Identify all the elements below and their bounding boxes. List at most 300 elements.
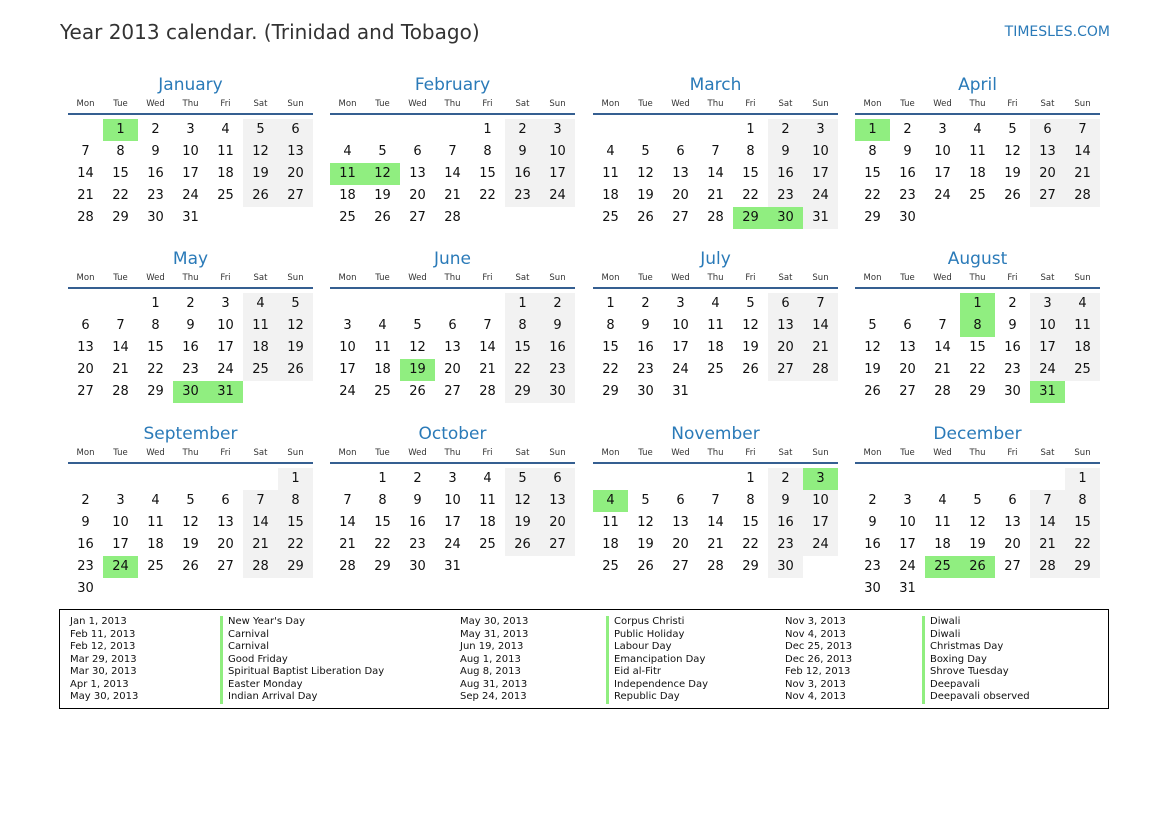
day-cell: 25 <box>374 384 391 399</box>
day-cell: 3 <box>676 296 685 311</box>
weekday-label: Thu <box>444 273 461 283</box>
day-cell: 25 <box>339 210 356 225</box>
day-cell: 13 <box>409 166 426 181</box>
day-cell: 12 <box>637 515 654 530</box>
empty-cell <box>243 468 278 490</box>
holiday-day-cell: 3 <box>803 468 838 490</box>
weekday-label: Sun <box>287 273 304 283</box>
day-cell: 21 <box>479 362 496 377</box>
day-cell: 24 <box>339 384 356 399</box>
day-cell: 17 <box>112 537 129 552</box>
day-cell: 18 <box>707 340 724 355</box>
day-cell: 18 <box>1065 337 1100 359</box>
day-cell: 23 <box>77 559 94 574</box>
weekday-label: Thu <box>707 448 724 458</box>
legend-holiday-name: Public Holiday <box>606 629 708 642</box>
day-cell: 5 <box>413 318 422 333</box>
legend-name-column <box>220 616 384 704</box>
weekday-header <box>855 273 1100 289</box>
day-cell: 5 <box>973 493 982 508</box>
day-cell: 4 <box>151 493 160 508</box>
legend-holiday-name: Independence Day <box>606 679 708 692</box>
day-cell: 18 <box>243 337 278 359</box>
weekday-label: Wed <box>146 448 165 458</box>
day-cell: 25 <box>479 537 496 552</box>
day-cell: 3 <box>903 493 912 508</box>
day-cell: 21 <box>243 534 278 556</box>
day-cell: 26 <box>742 362 759 377</box>
weekday-label: Sun <box>812 448 829 458</box>
empty-cell <box>68 468 103 490</box>
day-cell: 4 <box>221 122 230 137</box>
day-cell: 12 <box>243 141 278 163</box>
day-cell: 24 <box>182 188 199 203</box>
day-cell: 7 <box>938 318 947 333</box>
page-title: Year 2013 calendar. (Trinidad and Tobago) <box>60 20 480 44</box>
weekday-label: Sun <box>1074 99 1091 109</box>
day-cell: 11 <box>707 318 724 333</box>
empty-cell <box>365 293 400 315</box>
day-cell: 13 <box>217 515 234 530</box>
day-cell: 30 <box>77 581 94 596</box>
day-cell: 25 <box>147 559 164 574</box>
weekday-label: Sat <box>253 99 268 109</box>
day-cell: 29 <box>742 559 759 574</box>
legend-date: Nov 3, 2013 <box>785 616 846 627</box>
day-cell: 3 <box>540 119 575 141</box>
legend-date: Aug 8, 2013 <box>460 666 521 677</box>
day-cell: 15 <box>374 515 391 530</box>
day-cell: 8 <box>483 144 492 159</box>
month-name: August <box>947 249 1008 269</box>
day-grid <box>855 119 1100 229</box>
legend-date: Sep 24, 2013 <box>460 691 527 702</box>
day-cell: 2 <box>1008 296 1017 311</box>
day-cell: 6 <box>413 144 422 159</box>
day-cell: 2 <box>413 471 422 486</box>
day-cell: 1 <box>378 471 387 486</box>
day-cell: 7 <box>803 293 838 315</box>
day-cell: 19 <box>182 537 199 552</box>
day-cell: 23 <box>409 537 426 552</box>
day-cell: 7 <box>711 493 720 508</box>
weekday-label: Wed <box>408 273 427 283</box>
day-cell: 3 <box>448 471 457 486</box>
day-cell: 2 <box>868 493 877 508</box>
legend-date: May 30, 2013 <box>460 616 529 627</box>
day-cell: 12 <box>864 340 881 355</box>
day-grid <box>330 119 575 229</box>
site-link[interactable]: TIMESLES.COM <box>1004 24 1110 40</box>
weekday-label: Sun <box>812 273 829 283</box>
day-cell: 5 <box>243 119 278 141</box>
weekday-label: Mon <box>863 99 882 109</box>
month-name: September <box>143 424 238 444</box>
empty-cell <box>628 468 663 490</box>
weekday-label: Sun <box>1074 273 1091 283</box>
holiday-legend <box>59 609 1109 709</box>
day-cell: 17 <box>339 362 356 377</box>
weekday-label: Wed <box>671 273 690 283</box>
weekday-label: Mon <box>76 99 95 109</box>
day-cell: 20 <box>768 337 803 359</box>
day-cell: 5 <box>278 293 313 315</box>
day-cell: 24 <box>217 362 234 377</box>
weekday-label: Fri <box>1007 273 1018 283</box>
day-cell: 21 <box>707 188 724 203</box>
legend-date: Mar 30, 2013 <box>70 666 137 677</box>
weekday-label: Fri <box>1007 448 1018 458</box>
legend-holiday-name: Deepavali observed <box>922 691 1030 704</box>
day-cell: 31 <box>803 207 838 229</box>
day-cell: 2 <box>151 122 160 137</box>
day-cell: 2 <box>81 493 90 508</box>
day-cell: 10 <box>803 141 838 163</box>
day-cell: 4 <box>606 144 615 159</box>
day-cell: 9 <box>768 490 803 512</box>
holiday-day-cell: 11 <box>330 163 365 185</box>
day-cell: 8 <box>606 318 615 333</box>
weekday-label: Tue <box>113 448 128 458</box>
weekday-label: Wed <box>933 273 952 283</box>
day-cell: 3 <box>116 493 125 508</box>
day-cell: 8 <box>151 318 160 333</box>
day-cell: 22 <box>742 188 759 203</box>
day-cell: 1 <box>278 468 313 490</box>
day-cell: 22 <box>374 537 391 552</box>
empty-cell <box>925 468 960 490</box>
day-cell: 7 <box>116 318 125 333</box>
day-cell: 19 <box>243 163 278 185</box>
empty-cell <box>330 468 365 490</box>
legend-date: Apr 1, 2013 <box>70 678 129 690</box>
day-cell: 17 <box>182 166 199 181</box>
legend-date: Nov 4, 2013 <box>785 628 846 640</box>
day-cell: 5 <box>746 296 755 311</box>
day-cell: 26 <box>637 210 654 225</box>
legend-name-column <box>922 616 1030 704</box>
day-cell: 1 <box>746 471 755 486</box>
day-cell: 28 <box>707 210 724 225</box>
day-cell: 10 <box>182 144 199 159</box>
day-cell: 14 <box>243 512 278 534</box>
day-cell: 1 <box>746 122 755 137</box>
day-cell: 23 <box>637 362 654 377</box>
day-cell: 28 <box>339 559 356 574</box>
day-cell: 28 <box>444 210 461 225</box>
legend-holiday-name: Good Friday <box>220 654 384 667</box>
weekday-label: Thu <box>969 448 986 458</box>
day-cell: 26 <box>374 210 391 225</box>
holiday-day-cell: 1 <box>103 119 138 141</box>
day-cell: 22 <box>602 362 619 377</box>
day-cell: 16 <box>147 166 164 181</box>
day-cell: 15 <box>505 337 540 359</box>
day-cell: 20 <box>899 362 916 377</box>
empty-cell <box>925 293 960 315</box>
day-cell: 10 <box>339 340 356 355</box>
day-cell: 26 <box>637 559 654 574</box>
weekday-header <box>593 273 838 289</box>
day-cell: 16 <box>768 512 803 534</box>
day-cell: 9 <box>186 318 195 333</box>
day-cell: 20 <box>672 537 689 552</box>
day-cell: 18 <box>339 188 356 203</box>
day-cell: 19 <box>374 188 391 203</box>
weekday-label: Thu <box>182 99 199 109</box>
day-cell: 8 <box>746 493 755 508</box>
month-name: November <box>671 424 760 444</box>
day-cell: 30 <box>899 210 916 225</box>
day-cell: 2 <box>505 119 540 141</box>
month-name: July <box>700 249 731 269</box>
weekday-label: Sat <box>1040 448 1055 458</box>
day-grid <box>593 119 838 229</box>
day-cell: 18 <box>934 537 951 552</box>
day-cell: 5 <box>868 318 877 333</box>
empty-cell <box>663 468 698 490</box>
day-cell: 18 <box>602 188 619 203</box>
day-cell: 29 <box>112 210 129 225</box>
day-cell: 12 <box>1004 144 1021 159</box>
day-cell: 6 <box>676 144 685 159</box>
day-cell: 24 <box>934 188 951 203</box>
weekday-label: Tue <box>375 273 390 283</box>
day-cell: 5 <box>186 493 195 508</box>
empty-cell <box>400 293 435 315</box>
day-cell: 4 <box>973 122 982 137</box>
empty-cell <box>663 119 698 141</box>
legend-date: May 30, 2013 <box>70 691 139 702</box>
day-cell: 1 <box>505 293 540 315</box>
day-cell: 7 <box>343 493 352 508</box>
weekday-label: Wed <box>671 99 690 109</box>
day-cell: 21 <box>112 362 129 377</box>
day-cell: 2 <box>641 296 650 311</box>
holiday-day-cell: 26 <box>960 556 995 578</box>
month-name: April <box>958 75 997 95</box>
day-grid <box>68 119 313 229</box>
month-july <box>593 248 838 403</box>
day-cell: 18 <box>147 537 164 552</box>
legend-holiday-name: Indian Arrival Day <box>220 691 384 704</box>
month-october <box>330 423 575 578</box>
day-cell: 18 <box>602 537 619 552</box>
weekday-label: Sun <box>812 99 829 109</box>
day-cell: 4 <box>938 493 947 508</box>
weekday-label: Sun <box>287 448 304 458</box>
legend-date: Nov 3, 2013 <box>785 678 846 690</box>
day-cell: 9 <box>505 141 540 163</box>
weekday-label: Tue <box>375 99 390 109</box>
day-cell: 27 <box>1004 559 1021 574</box>
day-cell: 22 <box>505 359 540 381</box>
weekday-label: Mon <box>863 448 882 458</box>
day-cell: 30 <box>147 210 164 225</box>
day-cell: 30 <box>409 559 426 574</box>
empty-cell <box>698 468 733 490</box>
day-cell: 28 <box>479 384 496 399</box>
weekday-label: Mon <box>338 99 357 109</box>
month-march <box>593 74 838 229</box>
day-cell: 22 <box>278 534 313 556</box>
day-cell: 15 <box>864 166 881 181</box>
day-cell: 26 <box>278 359 313 381</box>
holiday-day-cell: 30 <box>173 381 208 403</box>
day-cell: 14 <box>1030 512 1065 534</box>
day-cell: 14 <box>707 166 724 181</box>
day-cell: 13 <box>444 340 461 355</box>
day-cell: 8 <box>505 315 540 337</box>
day-cell: 27 <box>409 210 426 225</box>
weekday-header <box>593 99 838 115</box>
day-cell: 24 <box>672 362 689 377</box>
weekday-label: Fri <box>745 448 756 458</box>
day-cell: 2 <box>186 296 195 311</box>
month-april <box>855 74 1100 229</box>
day-cell: 12 <box>637 166 654 181</box>
weekday-label: Thu <box>707 273 724 283</box>
weekday-label: Tue <box>638 448 653 458</box>
day-grid <box>68 293 313 403</box>
day-cell: 11 <box>374 340 391 355</box>
day-cell: 11 <box>969 144 986 159</box>
weekday-label: Thu <box>707 99 724 109</box>
legend-date: Dec 26, 2013 <box>785 653 853 665</box>
legend-date-column <box>785 616 852 704</box>
day-cell: 12 <box>182 515 199 530</box>
legend-date: Aug 31, 2013 <box>460 678 528 690</box>
day-cell: 10 <box>540 141 575 163</box>
empty-cell <box>138 468 173 490</box>
day-cell: 20 <box>409 188 426 203</box>
day-cell: 19 <box>637 537 654 552</box>
day-cell: 21 <box>1065 163 1100 185</box>
day-grid <box>593 468 838 578</box>
day-cell: 14 <box>803 315 838 337</box>
day-cell: 16 <box>505 163 540 185</box>
day-cell: 17 <box>934 166 951 181</box>
day-cell: 24 <box>899 559 916 574</box>
weekday-label: Sat <box>778 273 793 283</box>
day-cell: 19 <box>505 512 540 534</box>
weekday-label: Mon <box>601 273 620 283</box>
weekday-label: Fri <box>482 448 493 458</box>
legend-holiday-name: Carnival <box>220 641 384 654</box>
day-cell: 16 <box>77 537 94 552</box>
holiday-day-cell: 1 <box>855 119 890 141</box>
day-grid <box>330 293 575 403</box>
day-cell: 1 <box>1065 468 1100 490</box>
weekday-label: Mon <box>863 273 882 283</box>
month-august <box>855 248 1100 403</box>
day-cell: 3 <box>938 122 947 137</box>
day-cell: 2 <box>768 468 803 490</box>
day-cell: 2 <box>903 122 912 137</box>
day-cell: 16 <box>899 166 916 181</box>
day-cell: 27 <box>672 210 689 225</box>
day-cell: 19 <box>969 537 986 552</box>
day-cell: 3 <box>343 318 352 333</box>
day-cell: 7 <box>448 144 457 159</box>
empty-cell <box>330 119 365 141</box>
weekday-label: Fri <box>220 448 231 458</box>
day-cell: 15 <box>147 340 164 355</box>
weekday-label: Mon <box>601 448 620 458</box>
day-cell: 22 <box>742 537 759 552</box>
day-cell: 27 <box>77 384 94 399</box>
weekday-label: Mon <box>76 273 95 283</box>
day-cell: 27 <box>444 384 461 399</box>
day-cell: 8 <box>278 490 313 512</box>
day-cell: 20 <box>217 537 234 552</box>
day-cell: 22 <box>969 362 986 377</box>
day-cell: 9 <box>151 144 160 159</box>
day-cell: 13 <box>540 490 575 512</box>
day-cell: 9 <box>768 141 803 163</box>
day-cell: 1 <box>151 296 160 311</box>
day-cell: 16 <box>540 337 575 359</box>
day-cell: 30 <box>864 581 881 596</box>
day-cell: 1 <box>606 296 615 311</box>
legend-date-column <box>460 616 528 704</box>
holiday-day-cell: 4 <box>593 490 628 512</box>
day-cell: 19 <box>278 337 313 359</box>
day-cell: 20 <box>540 512 575 534</box>
day-cell: 4 <box>711 296 720 311</box>
day-cell: 22 <box>112 188 129 203</box>
day-cell: 23 <box>768 534 803 556</box>
month-name: March <box>689 75 742 95</box>
day-cell: 24 <box>803 185 838 207</box>
day-cell: 12 <box>505 490 540 512</box>
day-cell: 26 <box>864 384 881 399</box>
day-cell: 13 <box>278 141 313 163</box>
legend-date: Jan 1, 2013 <box>70 616 127 627</box>
weekday-label: Sat <box>778 448 793 458</box>
weekday-label: Tue <box>900 273 915 283</box>
day-cell: 28 <box>707 559 724 574</box>
day-cell: 3 <box>803 119 838 141</box>
weekday-label: Tue <box>375 448 390 458</box>
month-name: May <box>172 249 209 269</box>
legend-date: Mar 29, 2013 <box>70 653 137 665</box>
holiday-day-cell: 31 <box>208 381 243 403</box>
day-cell: 8 <box>378 493 387 508</box>
weekday-label: Wed <box>408 99 427 109</box>
legend-holiday-name: Carnival <box>220 629 384 642</box>
day-cell: 6 <box>540 468 575 490</box>
day-cell: 14 <box>444 166 461 181</box>
weekday-label: Sat <box>515 273 530 283</box>
day-cell: 5 <box>378 144 387 159</box>
day-cell: 4 <box>243 293 278 315</box>
legend-date: Feb 12, 2013 <box>70 641 136 652</box>
legend-date: Nov 4, 2013 <box>785 691 846 702</box>
day-cell: 24 <box>1030 359 1065 381</box>
weekday-label: Tue <box>113 273 128 283</box>
holiday-day-cell: 1 <box>960 293 995 315</box>
day-cell: 30 <box>540 381 575 403</box>
day-cell: 27 <box>899 384 916 399</box>
day-cell: 15 <box>602 340 619 355</box>
month-february <box>330 74 575 229</box>
weekday-label: Thu <box>182 448 199 458</box>
weekday-label: Tue <box>638 99 653 109</box>
day-cell: 27 <box>1030 185 1065 207</box>
day-cell: 24 <box>540 185 575 207</box>
month-name: October <box>418 424 487 444</box>
